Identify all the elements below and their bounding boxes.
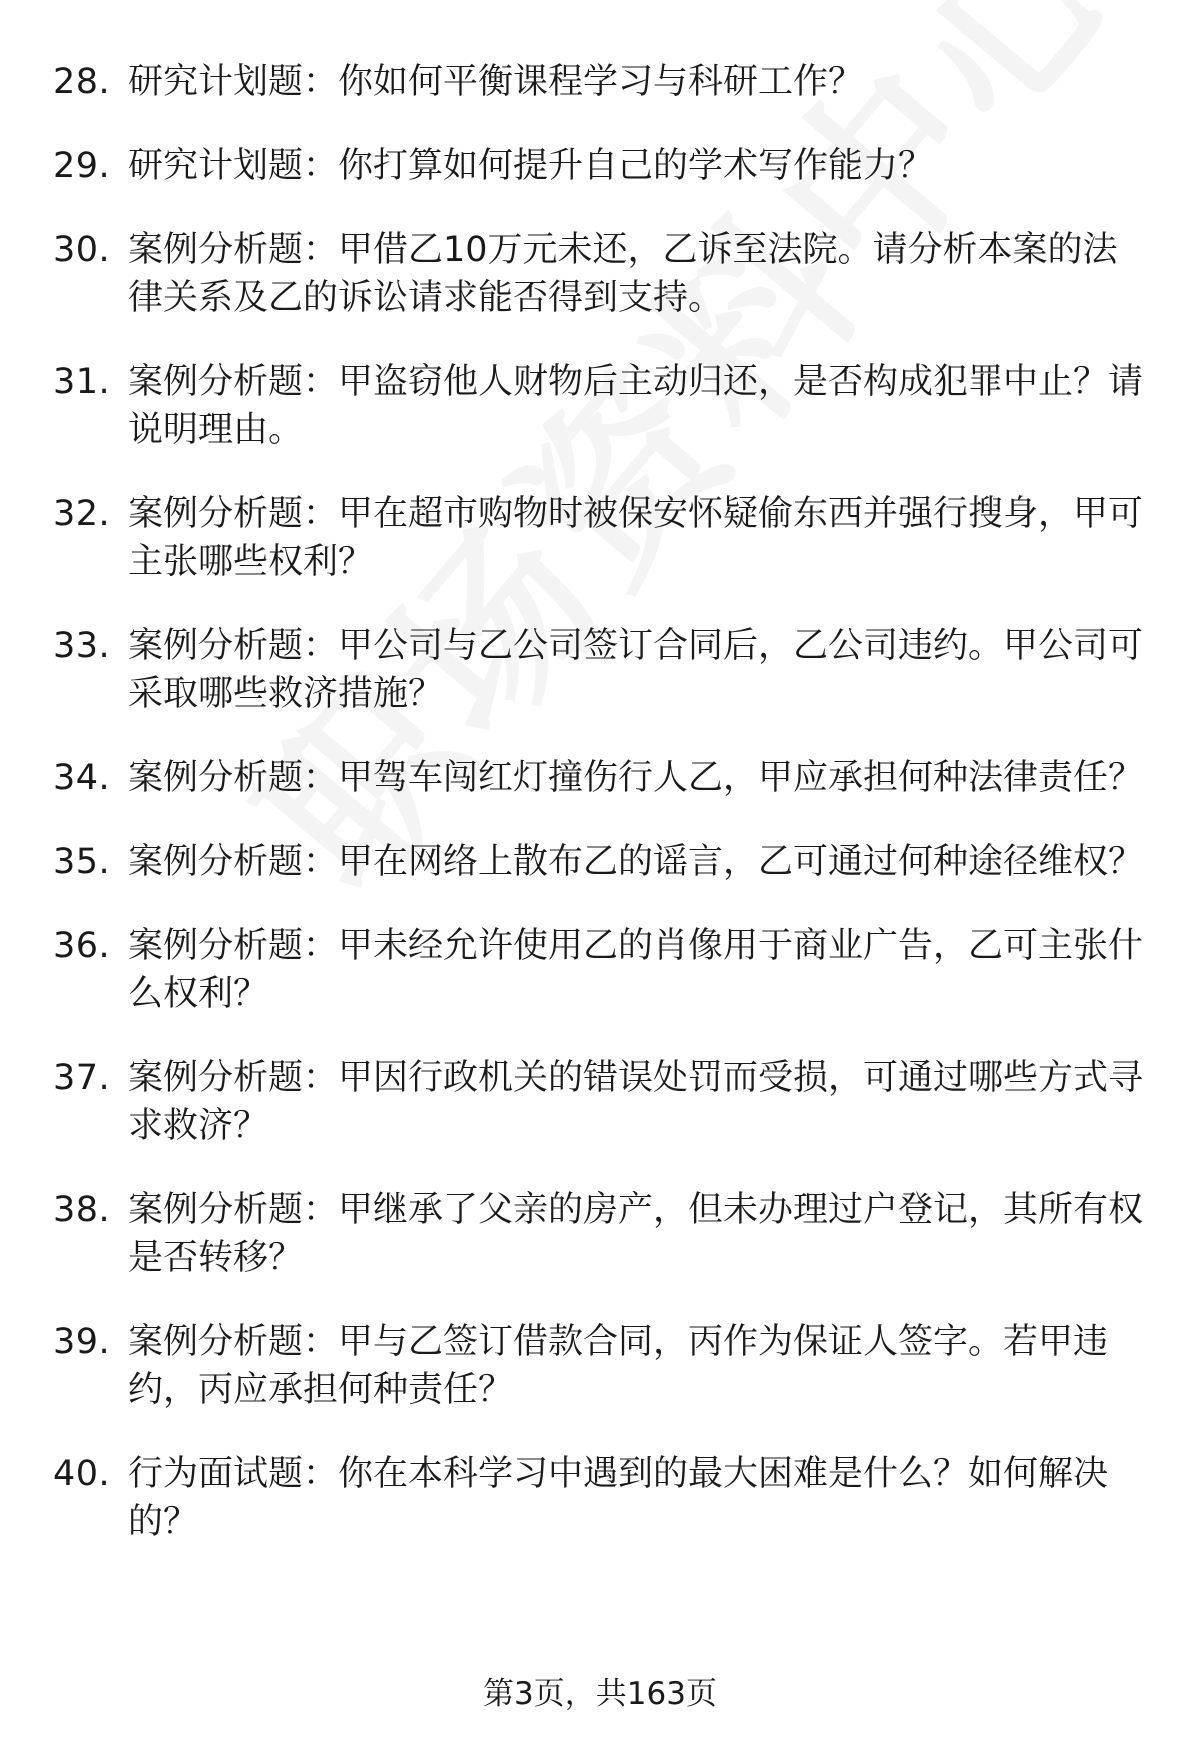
question-number: 38. — [53, 1190, 111, 1230]
list-item — [0, 142, 1200, 190]
question-number: 39. — [53, 1322, 111, 1362]
question-text: 案例分析题：甲盗窃他人财物后主动归还，是否构成犯罪中止？请说明理由。 — [128, 362, 1144, 450]
list-item — [0, 1054, 1200, 1150]
list-item — [0, 358, 1200, 454]
question-text: 案例分析题：甲在超市购物时被保安怀疑偷东西并强行搜身，甲可主张哪些权利？ — [128, 494, 1144, 582]
list-item — [0, 754, 1200, 802]
question-number: 30. — [53, 230, 111, 270]
question-list — [0, 58, 1200, 1582]
question-number: 37. — [53, 1058, 111, 1098]
question-number: 29. — [53, 146, 111, 186]
question-text: 案例分析题：甲在网络上散布乙的谣言，乙可通过何种途径维权？ — [128, 842, 1144, 882]
question-text: 案例分析题：甲公司与乙公司签订合同后，乙公司违约。甲公司可采取哪些救济措施？ — [128, 626, 1144, 714]
question-number: 36. — [53, 926, 111, 966]
question-text: 案例分析题：甲与乙签订借款合同，丙作为保证人签字。若甲违约，丙应承担何种责任？ — [128, 1322, 1109, 1410]
question-text: 行为面试题：你在本科学习中遇到的最大困难是什么？如何解决的？ — [128, 1454, 1109, 1542]
question-text: 案例分析题：甲因行政机关的错误处罚而受损，可通过哪些方式寻求救济？ — [128, 1058, 1144, 1146]
question-number: 31. — [53, 362, 111, 402]
list-item — [0, 1450, 1200, 1546]
list-item — [0, 1186, 1200, 1282]
question-number: 28. — [53, 62, 111, 102]
question-number: 32. — [53, 494, 111, 534]
question-text: 案例分析题：甲借乙10万元未还，乙诉至法院。请分析本案的法律关系及乙的诉讼请求能否得到支持。 — [128, 230, 1118, 318]
question-text: 案例分析题：甲驾车闯红灯撞伤行人乙，甲应承担何种法律责任？ — [128, 758, 1144, 798]
page-footer: 第3页，共163页 — [483, 1676, 717, 1712]
list-item — [0, 226, 1200, 322]
question-number: 35. — [53, 842, 111, 882]
list-item — [0, 490, 1200, 586]
question-text: 研究计划题：你打算如何提升自己的学术写作能力？ — [128, 146, 934, 186]
question-number: 33. — [53, 626, 111, 666]
list-item — [0, 622, 1200, 718]
list-item — [0, 1318, 1200, 1414]
question-number: 40. — [53, 1454, 111, 1494]
question-text: 案例分析题：甲继承了父亲的房产，但未办理过户登记，其所有权是否转移？ — [128, 1190, 1144, 1278]
list-item — [0, 838, 1200, 886]
list-item — [0, 58, 1200, 106]
question-text: 研究计划题：你如何平衡课程学习与科研工作？ — [128, 62, 864, 102]
question-text: 案例分析题：甲未经允许使用乙的肖像用于商业广告，乙可主张什么权利？ — [128, 926, 1144, 1014]
list-item — [0, 922, 1200, 1018]
question-number: 34. — [53, 758, 111, 798]
